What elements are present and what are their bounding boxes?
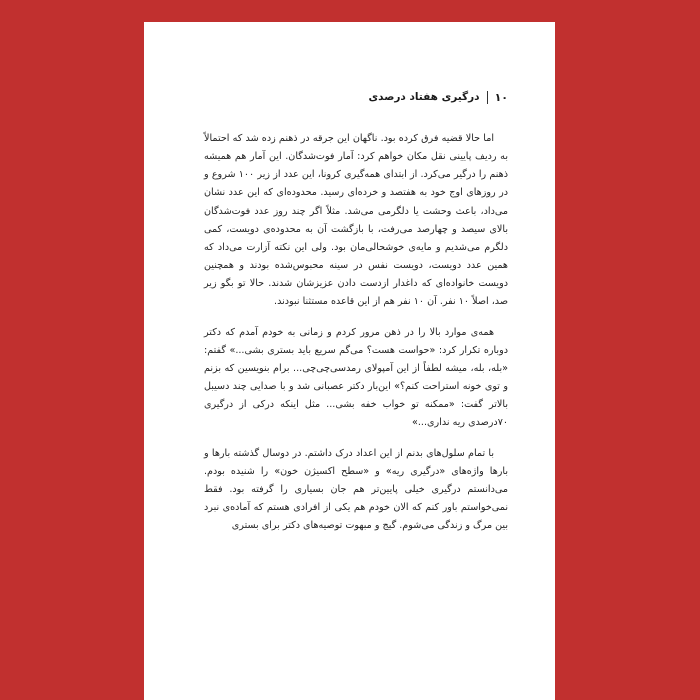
header-separator <box>487 91 488 104</box>
chapter-title: درگیری هفتاد درصدی <box>368 91 480 103</box>
paragraph: همه‌ی موارد بالا را در ذهن مرور کردم و زمانی به خودم آمدم که دکتر دوباره تکرار کرد: «حواست هست؟ می‌گم سریع باید بستری بشی...» گفتم: «بله، بله، میشه لطفاً از این آمپولای رمدسی‌چی‌چی... برام بنویسین که بزنم و توی خونه استراحت کنم؟» این‌بار دکتر عصبانی شد و با صدایی چند دسیبل بالاتر گفت: «ممکنه تو خواب خفه بشی... مثل اینکه درکی از درگیری ۷۰درصدی ریه نداری...» <box>204 326 508 429</box>
paragraph: با تمام سلول‌های بدنم از این اعداد درک داشتم. در دوسال گذشته بارها و بارها واژه‌های «درگیری ریه» و «سطح اکسیژن خون» را شنیده بودم. می‌دانستم درگیری خیلی پایین‌تر هم جان بسیاری را گرفته بود. فقط نمی‌خواستم باور کنم که الان خودم هم یکی از افرادی هستم که آماده‌ی نبرد بین مرگ و زندگی می‌شوم. گیج و مبهوت توصیه‌های دکتر برای بستری <box>204 447 508 532</box>
running-header <box>204 88 508 106</box>
paragraph: اما حالا قضیه فرق کرده بود. ناگهان این جرقه در ذهنم زده شد که احتمالاً به ردیف پایینی نقل مکان خواهم کرد: آمار فوت‌شدگان. این آمار هم همیشه ذهنم را درگیر می‌کرد. از ابتدای همه‌گیری کرونا، این عدد از زیر ۱۰۰ شروع و در روزهای اوج خود به هفتصد و خرده‌ای رسید. محدوده‌ای که این عدد نشان می‌داد، باعث وحشت یا دلگرمی می‌شد. مثلاً اگر چند روز عدد فوت‌شدگان بالای سیصد و چهارصد می‌رفت، با بازگشت آن به محدوده‌ی دویست، کمی دلگرم می‌شدیم و مایه‌ی خوشحالی‌مان بود. ولی این نکته آزارت می‌داد که همین عدد دویست، دویست نفس در سینه محبوس‌شده بودند و همچنین دویست خانواده‌ای که داغدار ازدست دادن عزیزشان شدند. حالا تو بگو زیر صد، اصلاً ۱۰ نفر. آن ۱۰ نفر هم از این قاعده مستثنا نبودند. <box>204 133 508 308</box>
page-number: ۱۰ <box>494 90 508 104</box>
body-text <box>204 130 508 535</box>
book-page <box>144 22 555 700</box>
